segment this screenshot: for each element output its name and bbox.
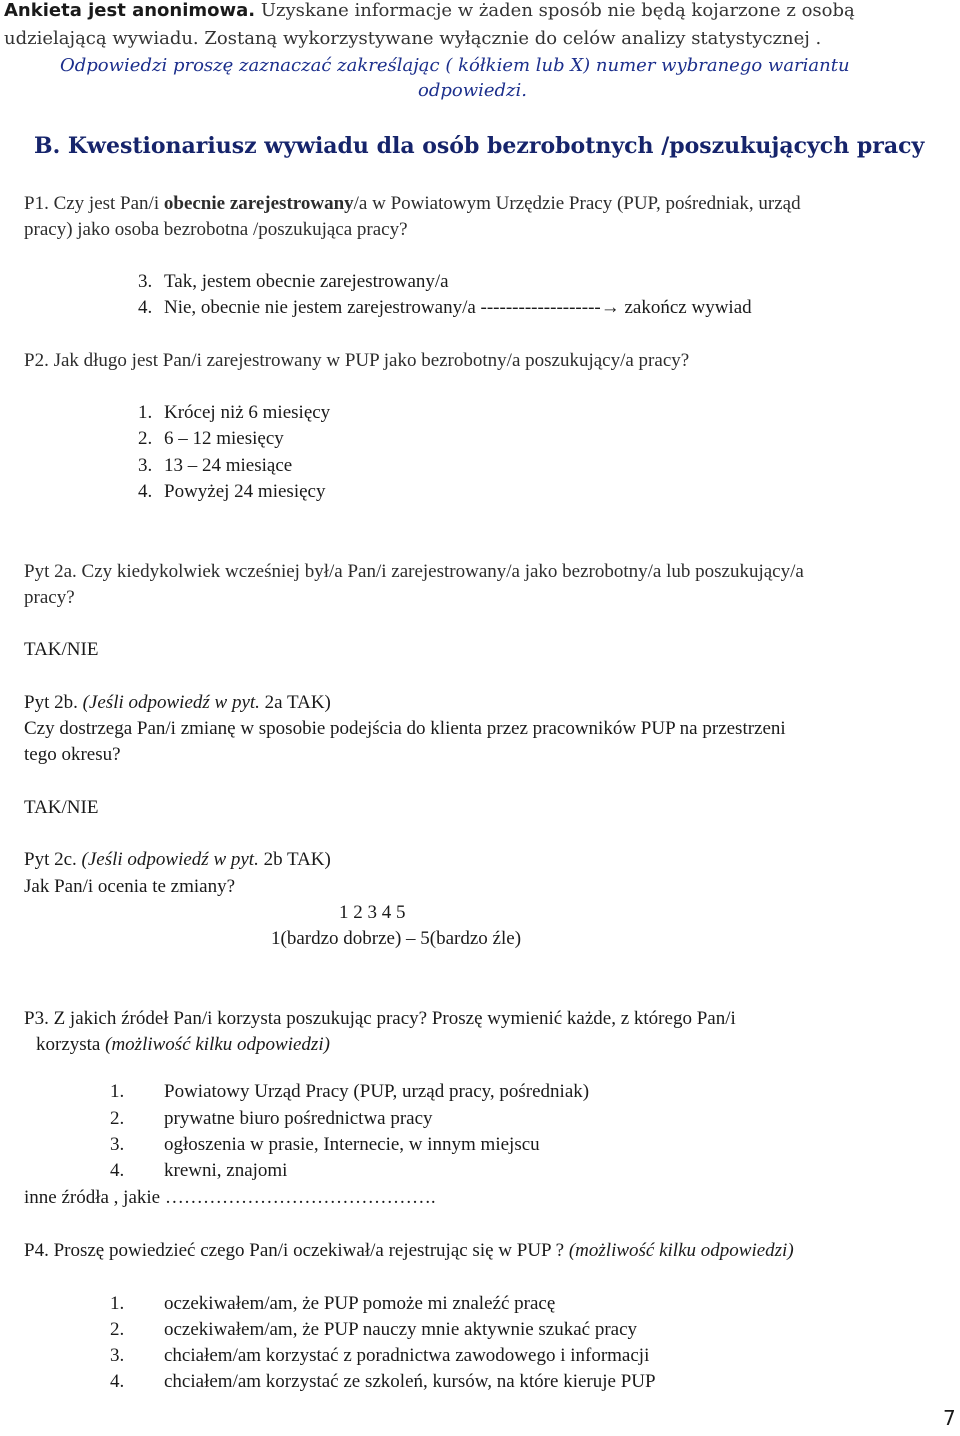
p3-line-2-a: korzysta bbox=[36, 1034, 106, 1055]
p3-other-sources[interactable]: inne źródła , jakie ……………………………………. bbox=[24, 1187, 436, 1208]
p1-question-line-1 bbox=[24, 193, 801, 215]
option-text: Powiatowy Urząd Pracy (PUP, urząd pracy, pośredniak) bbox=[164, 1081, 590, 1102]
p2b-question-line-1: Czy dostrzega Pan/i zmianę w sposobie podejścia do klienta przez pracowników PUP na przestrzeni bbox=[24, 718, 786, 739]
intro-line-3: Odpowiedzi proszę zaznaczać zakreślając ( kółkiem lub X) numer wybranego wariantu bbox=[60, 55, 850, 76]
page-number: 7 bbox=[943, 1406, 956, 1430]
option-text: Powyżej 24 miesięcy bbox=[164, 481, 326, 502]
p3-option[interactable] bbox=[110, 1108, 433, 1130]
p3-option[interactable] bbox=[110, 1134, 540, 1156]
option-number: 4. bbox=[138, 297, 153, 318]
p1-question-line-2: pracy) jako osoba bezrobotna /poszukująca pracy? bbox=[24, 219, 408, 240]
p1-option[interactable] bbox=[138, 297, 752, 319]
section-title: B. Kwestionariusz wywiadu dla osób bezrobotnych /poszukujących pracy bbox=[34, 133, 925, 159]
p1-prefix: P1. Czy jest Pan/i bbox=[24, 193, 164, 214]
p3-option[interactable] bbox=[110, 1160, 287, 1182]
p1-rest: /a w Powiatowym Urzędzie Pracy (PUP, pośredniak, urząd bbox=[353, 193, 801, 214]
option-number: 4. bbox=[110, 1371, 125, 1392]
option-number: 1. bbox=[110, 1293, 125, 1314]
option-text: prywatne biuro pośrednictwa pracy bbox=[164, 1108, 433, 1129]
option-number: 3. bbox=[110, 1345, 125, 1366]
option-number: 3. bbox=[138, 271, 153, 292]
p2b-label: Pyt 2b. bbox=[24, 692, 83, 713]
p4-question: P4. Proszę powiedzieć czego Pan/i oczekiwał/a rejestrując się w PUP ? bbox=[24, 1240, 569, 1261]
p2c-condition: (Jeśli odpowiedź w pyt. bbox=[81, 849, 259, 870]
option-number: 2. bbox=[110, 1108, 125, 1129]
option-text: krewni, znajomi bbox=[164, 1160, 288, 1181]
intro-line-1-rest: Uzyskane informacje w żaden sposób nie będą kojarzone z osobą bbox=[255, 0, 855, 21]
p2c-question: Jak Pan/i ocenia te zmiany? bbox=[24, 876, 236, 897]
option-number: 4. bbox=[138, 481, 153, 502]
option-text: Nie, obecnie nie jestem zarejestrowany/a -------------------→ zakończ wywiad bbox=[164, 297, 752, 318]
p4-option[interactable] bbox=[110, 1345, 649, 1367]
option-text: 6 – 12 miesięcy bbox=[164, 428, 284, 449]
p4-question-line bbox=[24, 1240, 794, 1262]
option-number: 3. bbox=[138, 455, 153, 476]
option-text: Tak, jestem obecnie zarejestrowany/a bbox=[164, 271, 449, 292]
option-text: 13 – 24 miesiące bbox=[164, 455, 293, 476]
option-text: ogłoszenia w prasie, Internecie, w innym miejscu bbox=[164, 1134, 540, 1155]
option-number: 4. bbox=[110, 1160, 125, 1181]
p2a-question-line-1: Pyt 2a. Czy kiedykolwiek wcześniej był/a Pan/i zarejestrowany/a jako bezrobotny/a lub poszukujący/a bbox=[24, 561, 804, 582]
p2-option[interactable] bbox=[138, 402, 330, 424]
p2-question: P2. Jak długo jest Pan/i zarejestrowany w PUP jako bezrobotny/a poszukujący/a pracy? bbox=[24, 350, 690, 371]
p2b-condition-rest: 2a TAK) bbox=[259, 692, 331, 713]
p2c-scale-legend: 1(bardzo dobrze) – 5(bardzo źle) bbox=[271, 928, 522, 949]
p2c-label: Pyt 2c. bbox=[24, 849, 82, 870]
p4-option[interactable] bbox=[110, 1293, 555, 1315]
option-text: oczekiwałem/am, że PUP pomoże mi znaleźć pracę bbox=[164, 1293, 556, 1314]
option-number: 1. bbox=[110, 1081, 125, 1102]
p2a-question-line-2: pracy? bbox=[24, 587, 75, 608]
p2c-rating-scale[interactable]: 1 2 3 4 5 bbox=[339, 902, 406, 923]
p3-multi-note: (możliwość kilku odpowiedzi) bbox=[105, 1034, 330, 1055]
p1-option[interactable] bbox=[138, 271, 449, 293]
p2a-answer[interactable]: TAK/NIE bbox=[24, 639, 99, 660]
option-text: Krócej niż 6 miesięcy bbox=[164, 402, 331, 423]
p4-multi-note: (możliwość kilku odpowiedzi) bbox=[568, 1240, 794, 1261]
p2c-condition-rest: 2b TAK) bbox=[258, 849, 331, 870]
p1-bold: obecnie zarejestrowany bbox=[163, 193, 354, 214]
intro-line-1 bbox=[4, 0, 855, 22]
intro-line-4: odpowiedzi. bbox=[418, 80, 528, 101]
p2c-label-line bbox=[24, 849, 331, 871]
p2-option[interactable] bbox=[138, 455, 292, 477]
p2-option[interactable] bbox=[138, 428, 284, 450]
p3-option[interactable] bbox=[110, 1081, 589, 1103]
p3-question-line-2 bbox=[36, 1034, 330, 1056]
p2-option[interactable] bbox=[138, 481, 325, 503]
p4-option[interactable] bbox=[110, 1319, 637, 1341]
option-number: 2. bbox=[138, 428, 153, 449]
p2b-question-line-2: tego okresu? bbox=[24, 744, 121, 765]
intro-line-2: udzielającą wywiadu. Zostaną wykorzystywane wyłącznie do celów analizy statystycznej . bbox=[4, 28, 822, 49]
option-text: chciałem/am korzystać ze szkoleń, kursów, na które kieruje PUP bbox=[164, 1371, 656, 1392]
intro-bold: Ankieta jest anonimowa. bbox=[4, 0, 256, 21]
option-text: oczekiwałem/am, że PUP nauczy mnie aktywnie szukać pracy bbox=[164, 1319, 638, 1340]
option-number: 2. bbox=[110, 1319, 125, 1340]
p2b-answer[interactable]: TAK/NIE bbox=[24, 797, 99, 818]
p4-option[interactable] bbox=[110, 1371, 656, 1393]
option-number: 3. bbox=[110, 1134, 125, 1155]
option-number: 1. bbox=[138, 402, 153, 423]
p2b-label-line bbox=[24, 692, 331, 714]
p3-question-line-1: P3. Z jakich źródeł Pan/i korzysta poszukując pracy? Proszę wymienić każde, z którego Pan/i bbox=[24, 1008, 736, 1029]
option-text: chciałem/am korzystać z poradnictwa zawodowego i informacji bbox=[164, 1345, 650, 1366]
p2b-condition: (Jeśli odpowiedź w pyt. bbox=[82, 692, 260, 713]
